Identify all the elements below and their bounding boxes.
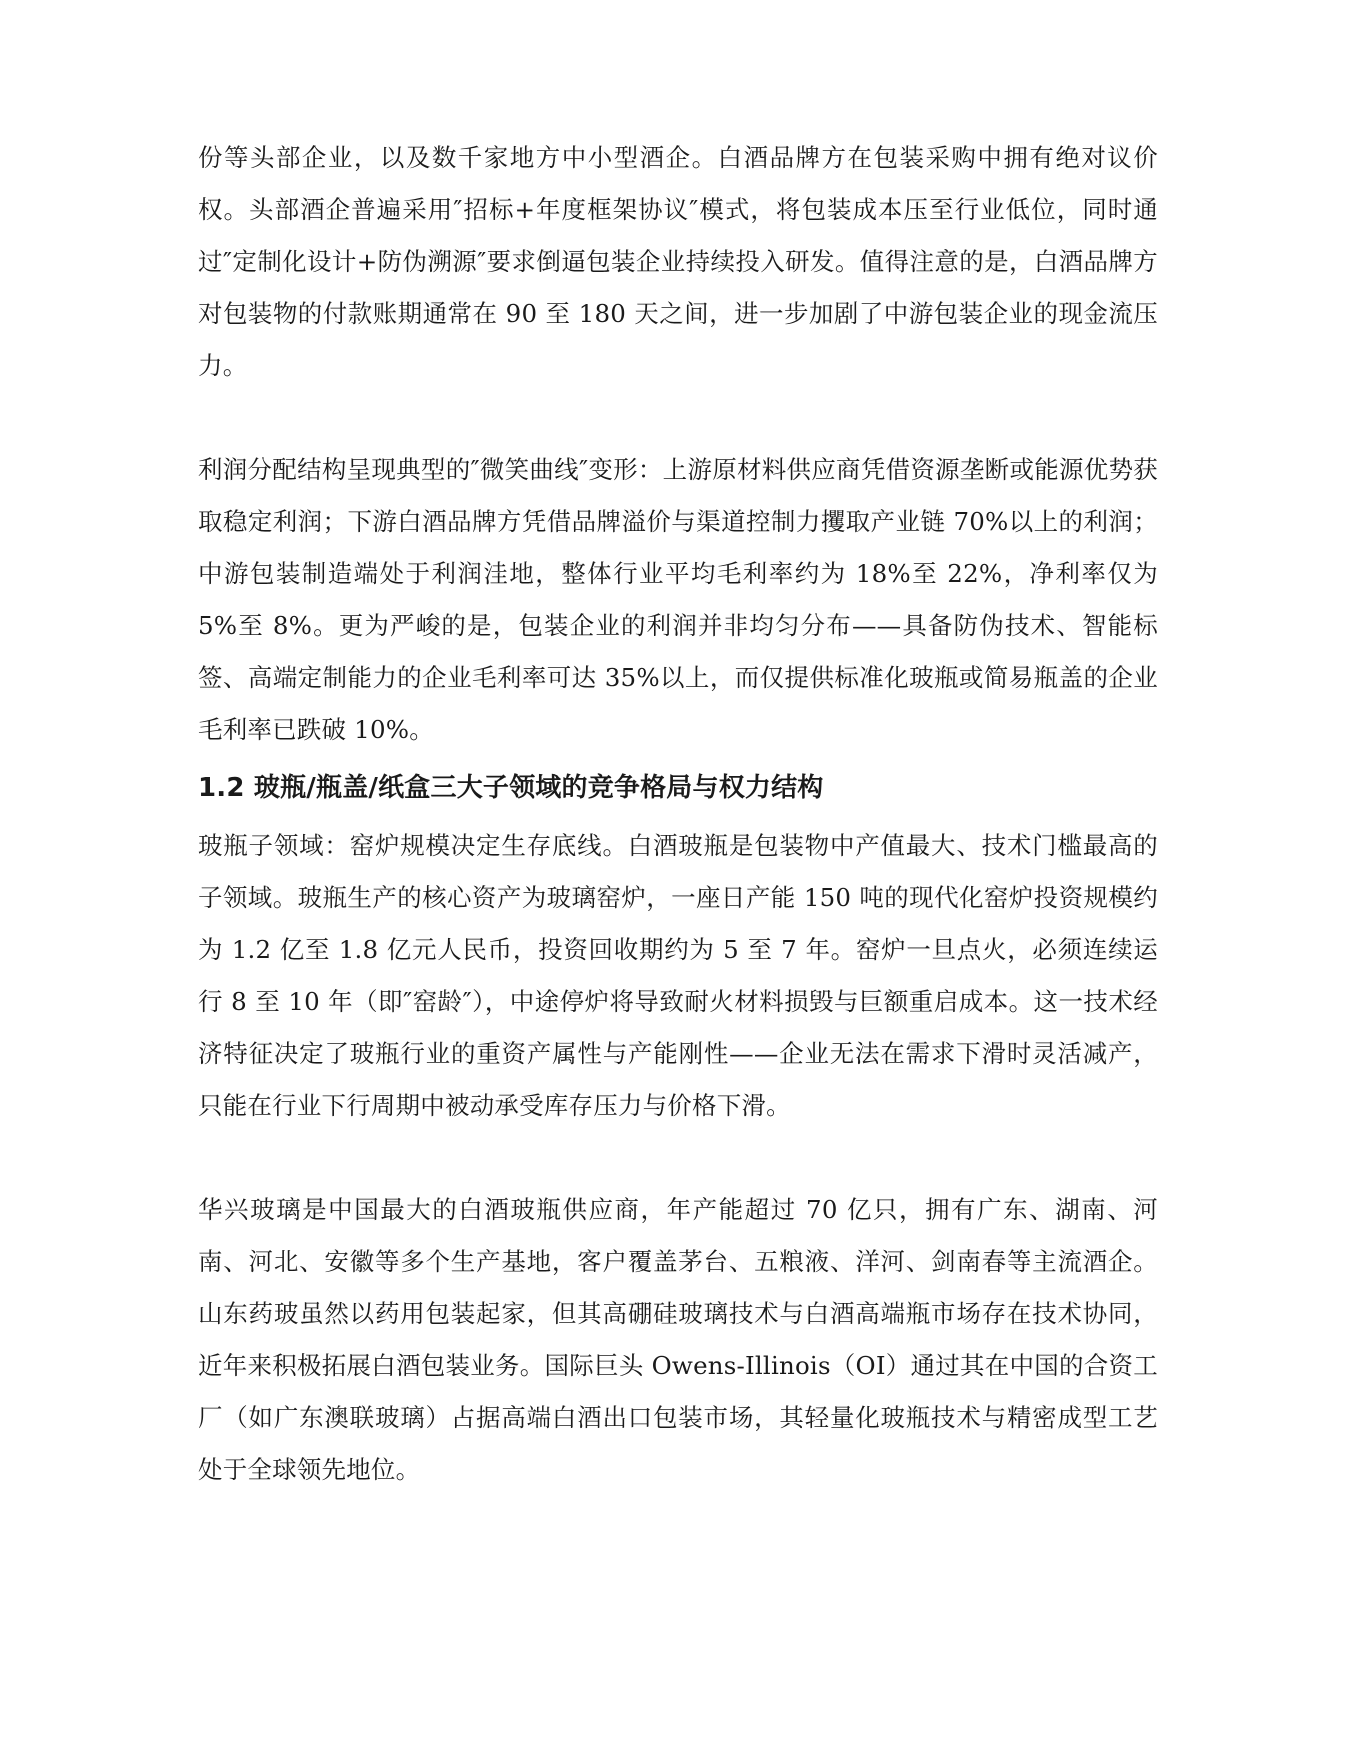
paragraph-glass-bottle-segment: 玻瓶子领域：窑炉规模决定生存底线。白酒玻瓶是包装物中产值最大、技术门槛最高的子领域。玻瓶生产的核心资产为玻璃窑炉，一座日产能 150 吨的现代化窑炉投资规模约为 1.2 亿至 1.8 亿元人民币，投资回收期约为 5 至 7 年。窑炉一旦点火，必须连续运行 8 至 10 年（即″窑龄″），中途停炉将导致耐火材料损毁与巨额重启成本。这一技术经济特征决定了玻瓶行业的重资产属性与产能刚性——企业无法在需求下滑时灵活减产，只能在行业下行周期中被动承受库存压力与价格下滑。 [198,831,1158,1120]
paragraph-gap [198,1132,1158,1184]
section-heading: 1.2 玻瓶/瓶盖/纸盒三大子领域的竞争格局与权力结构 [198,773,824,803]
paragraph-gap [198,392,1158,444]
paragraph-buyer-power: 份等头部企业，以及数千家地方中小型酒企。白酒品牌方在包装采购中拥有绝对议价权。头部酒企普遍采用″招标+年度框架协议″模式，将包装成本压至行业低位，同时通过″定制化设计+防伪溯源″要求倒逼包装企业持续投入研发。值得注意的是，白酒品牌方对包装物的付款账期通常在 90 至 180 天之间，进一步加剧了中游包装企业的现金流压力。 [198,143,1158,380]
document-page [198,132,1158,1496]
paragraph-glass-suppliers: 华兴玻璃是中国最大的白酒玻瓶供应商，年产能超过 70 亿只，拥有广东、湖南、河南、河北、安徽等多个生产基地，客户覆盖茅台、五粮液、洋河、剑南春等主流酒企。山东药玻虽然以药用包装起家，但其高硼硅玻璃技术与白酒高端瓶市场存在技术协同，近年来积极拓展白酒包装业务。国际巨头 Owens-Illinois（OI）通过其在中国的合资工厂（如广东澳联玻璃）占据高端白酒出口包装市场，其轻量化玻瓶技术与精密成型工艺处于全球领先地位。 [198,1195,1158,1484]
paragraph-profit-distribution: 利润分配结构呈现典型的″微笑曲线″变形：上游原材料供应商凭借资源垄断或能源优势获取稳定利润；下游白酒品牌方凭借品牌溢价与渠道控制力攫取产业链 70%以上的利润；中游包装制造端处于利润洼地，整体行业平均毛利率约为 18%至 22%，净利率仅为 5%至 8%。更为严峻的是，包装企业的利润并非均匀分布——具备防伪技术、智能标签、高端定制能力的企业毛利率可达 35%以上，而仅提供标准化玻瓶或简易瓶盖的企业毛利率已跌破 10%。 [198,455,1158,744]
